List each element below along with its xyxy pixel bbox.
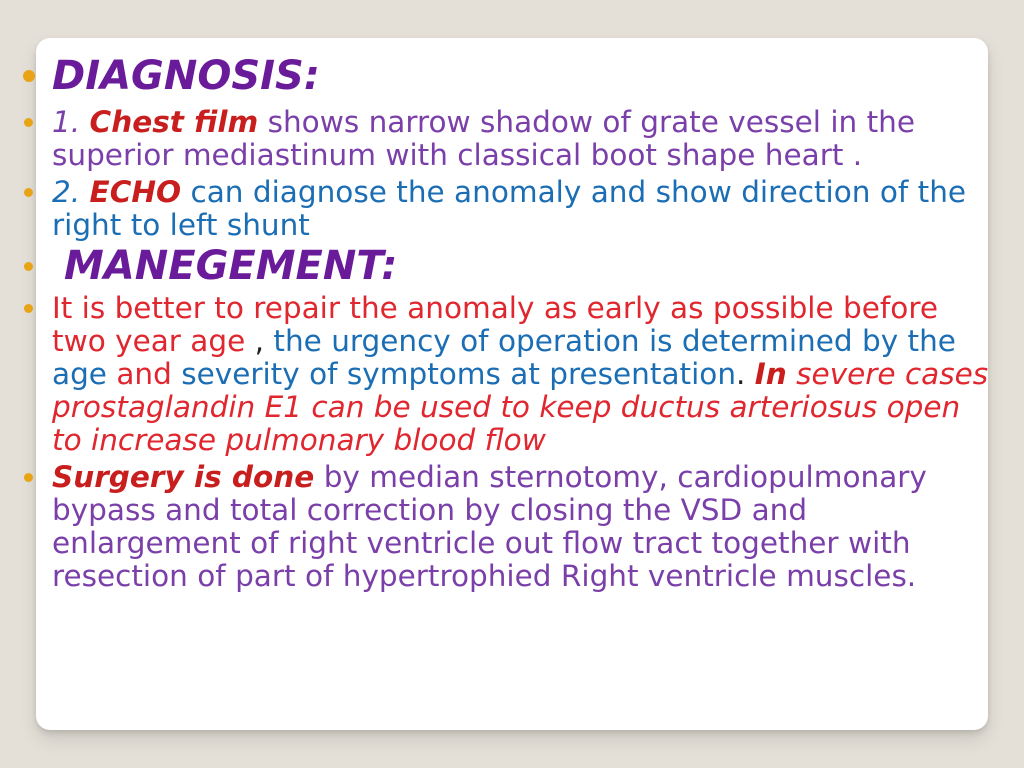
management-item [24,242,994,290]
item2-title: ECHO [89,175,182,209]
para1-period: . [736,357,755,391]
diagnosis-heading: DIAGNOSIS: [52,53,320,99]
item2-text: can diagnose the anomaly and show direction of the right to left shunt [52,175,967,242]
para1-in: In [754,357,787,391]
surgery-paragraph [24,461,994,593]
item1-number: 1. [52,105,81,139]
para2-lead: Surgery is done [52,460,315,494]
diagnosis-item [24,52,994,100]
slide-content [24,52,994,593]
bullet-icon [23,70,35,82]
echo-item [24,176,994,242]
bullet-icon [24,262,33,271]
bullet-icon [24,118,33,127]
bullet-icon [24,188,33,197]
bullet-icon [24,473,33,482]
para1-part2: the urgency of operation is determined by the age [52,324,956,391]
item1-title: Chest film [89,105,259,139]
para1-part1: It is better to repair the anomaly as early as possible before two year age [52,291,938,358]
item1-text: shows narrow shadow of grate vessel in the superior mediastinum with classical boot shape heart . [52,105,916,172]
para1-part3: severity of symptoms at presentation [181,357,737,391]
bullet-icon [24,304,33,313]
para1-and: and [116,357,172,391]
para2-text: by median sternotomy, cardiopulmonary bypass and total correction by closing the VSD and enlargement of right ventricle out flow tract together with resection of part of hypertrophied Right ventricle muscles. [52,460,927,593]
chest-film-item [24,106,994,172]
item2-number: 2. [52,175,81,209]
management-heading: MANEGEMENT: [64,243,398,289]
para1-comma: , [245,324,274,358]
para1-part4: severe cases prostaglandin E1 can be used to keep ductus arteriosus open to increase pulmonary blood flow [52,357,989,457]
management-paragraph [24,292,994,457]
